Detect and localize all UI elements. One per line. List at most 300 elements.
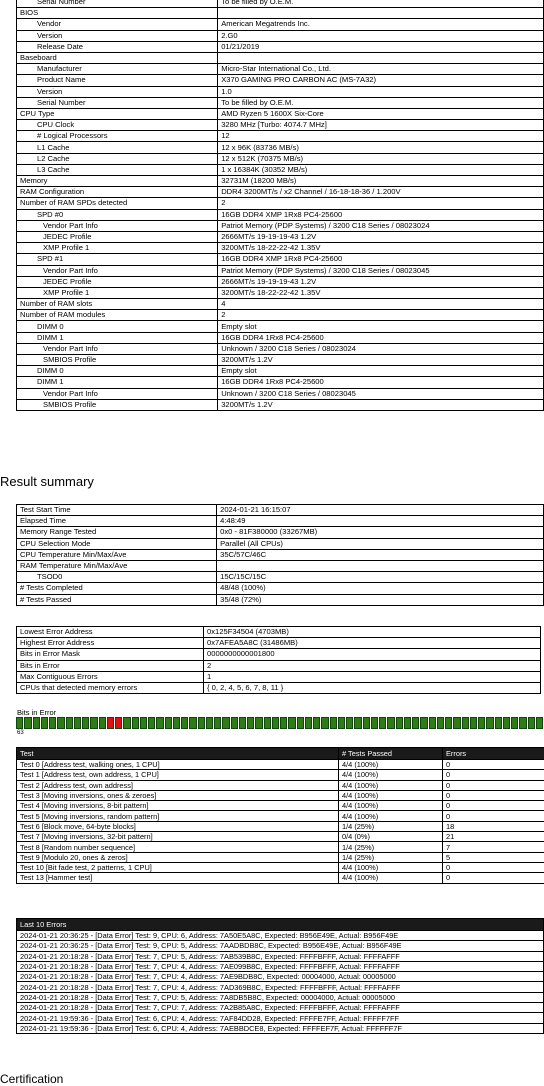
kv-key: Highest Error Address	[17, 638, 204, 649]
kv-key: Lowest Error Address	[17, 627, 204, 638]
kv-value: 2666MT/s 19-19-19-43 1.2V	[218, 276, 544, 287]
bit-cell	[33, 717, 40, 729]
kv-value: To be filled by O.E.M.	[218, 97, 544, 108]
kv-row	[17, 343, 544, 354]
bit-cell	[181, 717, 188, 729]
kv-row	[17, 549, 544, 560]
kv-key: # Logical Processors	[17, 131, 218, 142]
kv-value: 16GB DDR4 1Rx8 PC4-25600	[218, 332, 544, 343]
bit-cell	[123, 717, 130, 729]
kv-value: American Megatrends Inc.	[218, 19, 544, 30]
kv-value	[217, 560, 544, 571]
kv-row	[17, 399, 544, 410]
kv-key: Manufacturer	[17, 64, 218, 75]
kv-value: X370 GAMING PRO CARBON AC (MS-7A32)	[218, 75, 544, 86]
kv-row	[17, 0, 544, 8]
kv-key: Test Start Time	[17, 505, 217, 516]
table-row	[17, 992, 544, 1002]
bit-cell	[354, 717, 361, 729]
table-row	[17, 780, 544, 790]
table-row	[17, 961, 544, 971]
table-row	[17, 972, 544, 982]
table-row	[17, 801, 544, 811]
test-name-cell: Test 4 [Moving inversions, 8-bit pattern]	[17, 801, 339, 811]
test-name-cell: Test 0 [Address test, walking ones, 1 CPU]	[17, 760, 339, 770]
kv-key: JEDEC Profile	[17, 231, 218, 242]
errors-cell: 0	[443, 780, 544, 790]
kv-value: 12 x 96K (83736 MB/s)	[218, 142, 544, 153]
bit-cell	[338, 717, 345, 729]
bit-cell	[57, 717, 64, 729]
bit-cell	[371, 717, 378, 729]
kv-row	[17, 41, 544, 52]
kv-value: Empty slot	[218, 366, 544, 377]
bit-cell	[330, 717, 337, 729]
test-name-cell: Test 13 [Hammer test]	[17, 873, 339, 883]
test-name-cell: Test 7 [Moving inversions, 32-bit pattern]	[17, 832, 339, 842]
kv-row	[17, 572, 544, 583]
kv-key: RAM Configuration	[17, 187, 218, 198]
kv-value: Micro-Star International Co., Ltd.	[218, 64, 544, 75]
kv-row	[17, 153, 544, 164]
test-name-cell: Test 1 [Address test, own address, 1 CPU]	[17, 770, 339, 780]
kv-row	[17, 627, 541, 638]
errors-cell: 5	[443, 852, 544, 862]
kv-row	[17, 355, 544, 366]
bit-cell	[297, 717, 304, 729]
error-entry: 2024-01-21 20:36:25 - [Data Error] Test: 9, CPU: 5, Address: 7AADBDB8C, Expected: B956E49E, Actual: B956F49E	[17, 941, 544, 951]
bit-cell	[387, 717, 394, 729]
kv-row	[17, 516, 544, 527]
errors-cell: 0	[443, 790, 544, 800]
tests-table	[16, 747, 544, 884]
kv-row	[17, 164, 544, 175]
table-row	[17, 982, 544, 992]
errors-cell: 18	[443, 821, 544, 831]
bit-cell	[74, 717, 81, 729]
kv-row	[17, 560, 544, 571]
kv-row	[17, 594, 544, 605]
kv-key: SPD #0	[17, 209, 218, 220]
kv-row	[17, 209, 544, 220]
kv-row	[17, 142, 544, 153]
kv-key: SMBIOS Profile	[17, 355, 218, 366]
kv-row	[17, 86, 544, 97]
kv-row	[17, 30, 544, 41]
bits-in-error-min-label: 63	[17, 730, 24, 736]
errors-cell: 21	[443, 832, 544, 842]
bit-cell	[247, 717, 254, 729]
errors-cell: 0	[443, 811, 544, 821]
kv-row	[17, 321, 544, 332]
tests-header-test: Test	[17, 748, 339, 760]
kv-value: 2024-01-21 16:15:07	[217, 505, 544, 516]
kv-key: L1 Cache	[17, 142, 218, 153]
table-row	[17, 770, 544, 780]
bit-cell	[404, 717, 411, 729]
kv-key: # Tests Passed	[17, 594, 217, 605]
kv-row	[17, 332, 544, 343]
kv-key: DIMM 1	[17, 332, 218, 343]
bit-cell	[107, 717, 114, 729]
table-row	[17, 852, 544, 862]
bit-cell	[156, 717, 163, 729]
kv-key: Version	[17, 86, 218, 97]
kv-key: Number of RAM modules	[17, 310, 218, 321]
tests-passed-cell: 4/4 (100%)	[339, 811, 443, 821]
test-name-cell: Test 3 [Moving inversions, ones & zeroes]	[17, 790, 339, 800]
bit-cell	[272, 717, 279, 729]
kv-value: 3200MT/s 1.2V	[218, 355, 544, 366]
bits-in-error-label: Bits in Error	[17, 708, 56, 717]
kv-value: 2666MT/s 19-19-19-43 1.2V	[218, 231, 544, 242]
tests-header-errors: Errors	[443, 748, 544, 760]
kv-value: 01/21/2019	[218, 41, 544, 52]
kv-key: Vendor Part Info	[17, 388, 218, 399]
kv-row	[17, 310, 544, 321]
table-row	[17, 1013, 544, 1023]
kv-row	[17, 505, 544, 516]
bit-cell	[16, 717, 23, 729]
table-row	[17, 873, 544, 883]
bit-cell	[222, 717, 229, 729]
kv-row	[17, 19, 544, 30]
kv-value: 12 x 512K (70375 MB/s)	[218, 153, 544, 164]
kv-row	[17, 243, 544, 254]
table-row	[17, 951, 544, 961]
bit-cell	[478, 717, 485, 729]
kv-value: 32731M (18200 MB/s)	[218, 176, 544, 187]
result-summary-heading: Result summary	[0, 474, 94, 489]
errors-cell: 0	[443, 801, 544, 811]
kv-key: XMP Profile 1	[17, 287, 218, 298]
error-entry: 2024-01-21 20:18:28 - [Data Error] Test: 7, CPU: 5, Address: 7A8DB5B8C, Expected: 00004000, Actual: 00005000	[17, 992, 544, 1002]
bit-cell	[429, 717, 436, 729]
tests-passed-cell: 4/4 (100%)	[339, 790, 443, 800]
errors-cell: 0	[443, 760, 544, 770]
kv-key: Version	[17, 30, 218, 41]
kv-value: 16GB DDR4 XMP 1Rx8 PC4-25600	[218, 254, 544, 265]
bit-cell	[82, 717, 89, 729]
bit-cell	[511, 717, 518, 729]
kv-key: DIMM 1	[17, 377, 218, 388]
bit-cell	[148, 717, 155, 729]
kv-row	[17, 538, 544, 549]
bit-cell	[495, 717, 502, 729]
bit-cell	[198, 717, 205, 729]
bit-cell	[470, 717, 477, 729]
kv-key: Serial Number	[17, 0, 218, 8]
kv-key: Product Name	[17, 75, 218, 86]
kv-key: Bits in Error Mask	[17, 649, 204, 660]
bit-cell	[346, 717, 353, 729]
bit-cell	[528, 717, 535, 729]
kv-row	[17, 276, 544, 287]
error-entry: 2024-01-21 20:36:25 - [Data Error] Test: 9, CPU: 6, Address: 7A50E5A8C, Expected: B956E49E, Actual: B956F49E	[17, 931, 544, 941]
bit-cell	[445, 717, 452, 729]
kv-value: 35C/57C/46C	[217, 549, 544, 560]
kv-key: Serial Number	[17, 97, 218, 108]
test-name-cell: Test 9 [Modulo 20, ones & zeros]	[17, 852, 339, 862]
kv-value: To be filled by O.E.M.	[218, 0, 544, 8]
kv-key: DIMM 0	[17, 321, 218, 332]
bit-cell	[214, 717, 221, 729]
kv-value: 2.G0	[218, 30, 544, 41]
bit-cell	[437, 717, 444, 729]
test-name-cell: Test 2 [Address test, own address]	[17, 780, 339, 790]
kv-value: 35/48 (72%)	[217, 594, 544, 605]
kv-value: 3280 MHz [Turbo: 4074.7 MHz]	[218, 120, 544, 131]
error-entry: 2024-01-21 19:59:36 - [Data Error] Test: 6, CPU: 4, Address: 7AF84DD28, Expected: FFFFE7FF, Actual: FFFFF7FF	[17, 1013, 544, 1023]
kv-key: SMBIOS Profile	[17, 399, 218, 410]
bit-cell	[280, 717, 287, 729]
table-row	[17, 1003, 544, 1013]
kv-row	[17, 8, 544, 19]
kv-row	[17, 388, 544, 399]
kv-value: 0x7AFEA5A8C (31486MB)	[204, 638, 541, 649]
kv-value: DDR4 3200MT/s / x2 Channel / 16-18-18-36 / 1.200V	[218, 187, 544, 198]
bit-cell	[206, 717, 213, 729]
kv-key: # Tests Completed	[17, 583, 217, 594]
kv-value: 0000000000001800	[204, 649, 541, 660]
table-row	[17, 842, 544, 852]
error-entry: 2024-01-21 20:18:28 - [Data Error] Test: 7, CPU: 7, Address: 7A2B85A8C, Expected: FFFFBFFF, Actual: FFFFAFFF	[17, 1003, 544, 1013]
bits-in-error-bar	[16, 717, 544, 729]
bit-cell	[420, 717, 427, 729]
kv-key: CPU Selection Mode	[17, 538, 217, 549]
bit-cell	[99, 717, 106, 729]
kv-key: Bits in Error	[17, 660, 204, 671]
kv-row	[17, 198, 544, 209]
kv-row	[17, 64, 544, 75]
bit-cell	[264, 717, 271, 729]
kv-key: JEDEC Profile	[17, 276, 218, 287]
result-summary-table	[16, 504, 544, 606]
table-row	[17, 931, 544, 941]
bit-cell	[239, 717, 246, 729]
bit-cell	[503, 717, 510, 729]
test-name-cell: Test 5 [Moving inversions, random pattern]	[17, 811, 339, 821]
bit-cell	[90, 717, 97, 729]
table-row	[17, 821, 544, 831]
kv-row	[17, 231, 544, 242]
kv-key: BIOS	[17, 8, 218, 19]
kv-value: AMD Ryzen 5 1600X Six-Core	[218, 108, 544, 119]
kv-value: Unknown / 3200 C18 Series / 08023045	[218, 388, 544, 399]
kv-key: Vendor Part Info	[17, 220, 218, 231]
kv-key: Vendor	[17, 19, 218, 30]
table-row	[17, 1023, 544, 1033]
last-errors-header: Last 10 Errors	[17, 919, 544, 931]
kv-row	[17, 187, 544, 198]
kv-row	[17, 671, 541, 682]
kv-key: Memory	[17, 176, 218, 187]
errors-cell: 0	[443, 873, 544, 883]
kv-key: Memory Range Tested	[17, 527, 217, 538]
kv-key: RAM Temperature Min/Max/Ave	[17, 560, 217, 571]
table-row	[17, 862, 544, 872]
kv-row	[17, 265, 544, 276]
kv-row	[17, 377, 544, 388]
bit-cell	[313, 717, 320, 729]
kv-row	[17, 108, 544, 119]
test-name-cell: Test 8 [Random number sequence]	[17, 842, 339, 852]
kv-key: TSOD0	[17, 572, 217, 583]
kv-value: 3200MT/s 18-22-22-42 1.35V	[218, 243, 544, 254]
tests-passed-cell: 4/4 (100%)	[339, 760, 443, 770]
kv-value: 12	[218, 131, 544, 142]
bit-cell	[305, 717, 312, 729]
kv-key: Release Date	[17, 41, 218, 52]
error-entry: 2024-01-21 20:18:28 - [Data Error] Test: 7, CPU: 4, Address: 7AE099B8C, Expected: FFFFBFFF, Actual: FFFFAFFF	[17, 961, 544, 971]
kv-key: Max Contiguous Errors	[17, 671, 204, 682]
kv-value: 0x125F34504 (4703MB)	[204, 627, 541, 638]
kv-value: 3200MT/s 1.2V	[218, 399, 544, 410]
kv-value: 2	[218, 310, 544, 321]
kv-value: 1.0	[218, 86, 544, 97]
table-row	[17, 811, 544, 821]
table-row	[17, 941, 544, 951]
kv-value: 2	[204, 660, 541, 671]
kv-value: 1 x 16384K (30352 MB/s)	[218, 164, 544, 175]
kv-key: Elapsed Time	[17, 516, 217, 527]
kv-value: Parallel (All CPUs)	[217, 538, 544, 549]
tests-passed-cell: 1/4 (25%)	[339, 821, 443, 831]
bit-cell	[24, 717, 31, 729]
bit-cell	[189, 717, 196, 729]
errors-cell: 0	[443, 770, 544, 780]
kv-row	[17, 254, 544, 265]
table-row	[17, 790, 544, 800]
kv-row	[17, 120, 544, 131]
kv-key: DIMM 0	[17, 366, 218, 377]
kv-value: 48/48 (100%)	[217, 583, 544, 594]
bit-cell	[115, 717, 122, 729]
test-name-cell: Test 10 [Bit fade test, 2 patterns, 1 CPU]	[17, 862, 339, 872]
kv-row	[17, 527, 544, 538]
bit-cell	[396, 717, 403, 729]
bit-cell	[231, 717, 238, 729]
kv-key: CPUs that detected memory errors	[17, 682, 204, 693]
kv-row	[17, 220, 544, 231]
kv-value: 16GB DDR4 XMP 1Rx8 PC4-25600	[218, 209, 544, 220]
error-entry: 2024-01-21 20:18:28 - [Data Error] Test: 7, CPU: 5, Address: 7AB539B8C, Expected: FFFFBFFF, Actual: FFFFAFFF	[17, 951, 544, 961]
tests-passed-cell: 4/4 (100%)	[339, 862, 443, 872]
kv-row	[17, 660, 541, 671]
kv-key: L2 Cache	[17, 153, 218, 164]
tests-passed-cell: 1/4 (25%)	[339, 852, 443, 862]
bit-cell	[173, 717, 180, 729]
kv-value: 16GB DDR4 1Rx8 PC4-25600	[218, 377, 544, 388]
kv-key: L3 Cache	[17, 164, 218, 175]
error-entry: 2024-01-21 20:18:28 - [Data Error] Test: 7, CPU: 4, Address: 7AE9BDB8C, Expected: 00004000, Actual: 00005000	[17, 972, 544, 982]
kv-value: Patriot Memory (PDP Systems) / 3200 C18 Series / 08023045	[218, 265, 544, 276]
kv-row	[17, 52, 544, 63]
error-entry: 2024-01-21 20:18:28 - [Data Error] Test: 7, CPU: 4, Address: 7AD369B8C, Expected: FFFFBFFF, Actual: FFFFAFFF	[17, 982, 544, 992]
kv-key: XMP Profile 1	[17, 243, 218, 254]
bit-cell	[66, 717, 73, 729]
kv-row	[17, 75, 544, 86]
kv-row	[17, 131, 544, 142]
kv-key: Baseboard	[17, 52, 218, 63]
bit-cell	[288, 717, 295, 729]
errors-cell: 7	[443, 842, 544, 852]
tests-passed-cell: 4/4 (100%)	[339, 780, 443, 790]
kv-row	[17, 299, 544, 310]
bit-cell	[132, 717, 139, 729]
bit-cell	[486, 717, 493, 729]
kv-value: 2	[218, 198, 544, 209]
certification-heading: Certification	[0, 1072, 63, 1086]
tests-passed-cell: 4/4 (100%)	[339, 873, 443, 883]
table-row	[17, 760, 544, 770]
kv-value: 15C/15C/15C	[217, 572, 544, 583]
kv-row	[17, 649, 541, 660]
tests-passed-cell: 1/4 (25%)	[339, 842, 443, 852]
table-row	[17, 832, 544, 842]
tests-passed-cell: 0/4 (0%)	[339, 832, 443, 842]
bit-cell	[379, 717, 386, 729]
kv-key: Number of RAM SPDs detected	[17, 198, 218, 209]
kv-key: Vendor Part Info	[17, 265, 218, 276]
kv-value: 4:48:49	[217, 516, 544, 527]
bit-cell	[412, 717, 419, 729]
kv-value	[218, 8, 544, 19]
bit-cell	[536, 717, 543, 729]
kv-key: SPD #1	[17, 254, 218, 265]
kv-value: Patriot Memory (PDP Systems) / 3200 C18 Series / 08023024	[218, 220, 544, 231]
bit-cell	[462, 717, 469, 729]
kv-key: CPU Temperature Min/Max/Ave	[17, 549, 217, 560]
kv-row	[17, 176, 544, 187]
tests-header-passed: # Tests Passed	[339, 748, 443, 760]
kv-value: 4	[218, 299, 544, 310]
kv-value: 3200MT/s 18-22-22-42 1.35V	[218, 287, 544, 298]
bit-cell	[321, 717, 328, 729]
bit-cell	[165, 717, 172, 729]
errors-cell: 0	[443, 862, 544, 872]
bit-cell	[140, 717, 147, 729]
bit-cell	[255, 717, 262, 729]
bit-cell	[49, 717, 56, 729]
tests-passed-cell: 4/4 (100%)	[339, 770, 443, 780]
error-summary-table	[16, 626, 541, 694]
kv-row	[17, 638, 541, 649]
kv-row	[17, 366, 544, 377]
bit-cell	[363, 717, 370, 729]
last-errors-table	[16, 918, 544, 1034]
kv-value: { 0, 2, 4, 5, 6, 7, 8, 11 }	[204, 682, 541, 693]
kv-value: 1	[204, 671, 541, 682]
kv-row	[17, 583, 544, 594]
kv-key: Number of RAM slots	[17, 299, 218, 310]
bit-cell	[41, 717, 48, 729]
test-name-cell: Test 6 [Block move, 64-byte blocks]	[17, 821, 339, 831]
bit-cell	[519, 717, 526, 729]
kv-value: 0x0 - 81F380000 (33267MB)	[217, 527, 544, 538]
kv-key: CPU Type	[17, 108, 218, 119]
kv-key: Vendor Part Info	[17, 343, 218, 354]
kv-value: Unknown / 3200 C18 Series / 08023024	[218, 343, 544, 354]
error-entry: 2024-01-21 19:59:36 - [Data Error] Test: 6, CPU: 4, Address: 7AEBBDCE8, Expected: FFFFEF7F, Actual: FFFFFF7F	[17, 1023, 544, 1033]
bit-cell	[453, 717, 460, 729]
kv-row	[17, 682, 541, 693]
kv-value	[218, 52, 544, 63]
kv-value: Empty slot	[218, 321, 544, 332]
kv-row	[17, 97, 544, 108]
kv-row	[17, 287, 544, 298]
tests-passed-cell: 4/4 (100%)	[339, 801, 443, 811]
